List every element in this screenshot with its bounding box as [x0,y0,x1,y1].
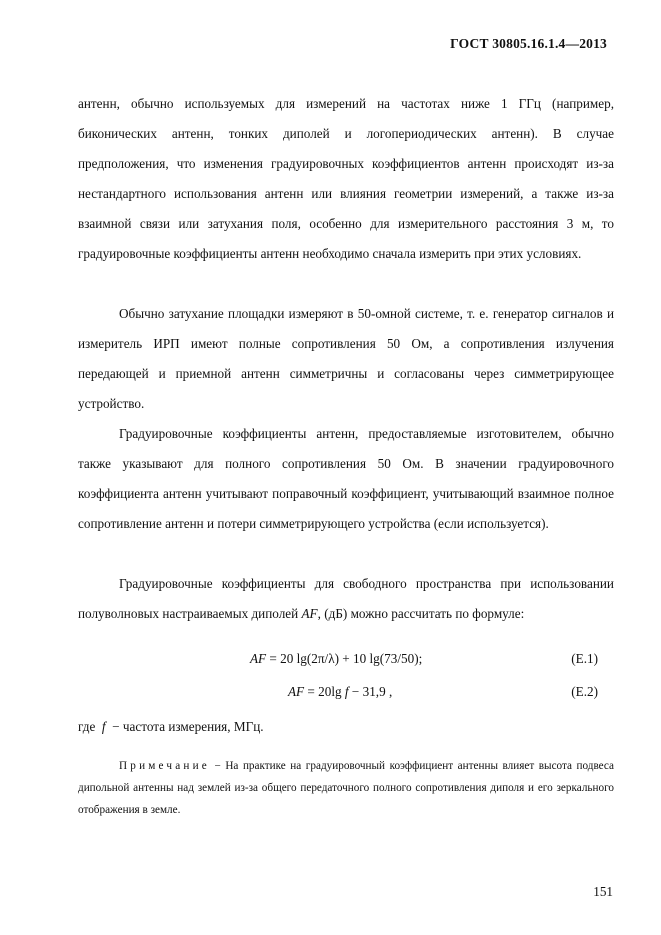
paragraph-4 [78,569,614,629]
paragraph-4-text [78,569,614,629]
paragraph-3-text: Градуировочные коэффициенты антенн, предоставляемые изготовителем, обычно также указывают для полного сопротивления 50 Ом. В значении градуировочного коэффициента антенн учитывают поправочный коэффициент, учитывающий взаимное полное сопротивление антенн и потери симметрирующего устройства (если используется). [78,426,614,531]
where-var: f [101,719,106,734]
formula-e2-expression [288,684,392,700]
formula-e1-lhs: AF [250,651,267,666]
note [78,755,614,821]
formula-e2-lhs: AF [288,684,305,699]
formula-e2-rhs-a: = 20lg [304,684,345,699]
paragraph-4-text-before: Градуировочные коэффициенты для свободного пространства при использовании полуволновых настраиваемых диполей [78,576,614,621]
where-definition [78,719,264,735]
formula-e2 [78,684,614,708]
af-symbol: AF [301,606,318,621]
formula-e2-number: (Е.2) [571,684,598,699]
formula-e2-rhs-b: − 31,9 , [348,684,393,699]
formula-e1-rhs: = 20 lg(2π/λ) + 10 lg(73/50); [266,651,423,666]
formula-e1 [78,651,614,675]
formula-e2-var: f [344,684,349,699]
paragraph-1 [78,89,614,269]
where-prefix: где [78,719,102,734]
formula-e1-number: (Е.1) [571,651,598,666]
formula-e1-expression [250,651,422,667]
page-number: 151 [593,884,613,899]
paragraph-2-text: Обычно затухание площадки измеряют в 50-омной системе, т. е. генератор сигналов и измеритель ИРП имеют полные сопротивления 50 Ом, а сопротивления излучения передающей и приемной антенн симметричны и согласованы через симметрирующее устройство. [78,306,614,411]
paragraph-2 [78,299,614,419]
note-label: Примечание [119,760,210,772]
paragraph-4-text-after: , (дБ) можно рассчитать по формуле: [317,606,525,621]
page-header-standard-code: ГОСТ 30805.16.1.4—2013 [450,36,607,51]
paragraph-1-text: антенн, обычно используемых для измерений на частотах ниже 1 ГГц (например, биконических антенн, тонких диполей и логопериодических антенн). В случае предположения, что изменения градуировочных коэффициентов антенн происходят из-за нестандартного использования антенн или влияния геометрии измерений, а также из-за взаимной связи или затухания поля, особенно для измерительного расстояния 3 м, то градуировочные коэффициенты антенн необходимо сначала измерить при этих условиях. [78,96,614,261]
where-text: − частота измерения, МГц. [105,719,264,734]
note-text: − На практике на градуировочный коэффициент антенны влияет высота подвеса дипольной антенны над землей из-за общего передаточного полного сопротивления диполя и его зеркального отображения в земле. [78,760,614,816]
paragraph-3 [78,419,614,539]
